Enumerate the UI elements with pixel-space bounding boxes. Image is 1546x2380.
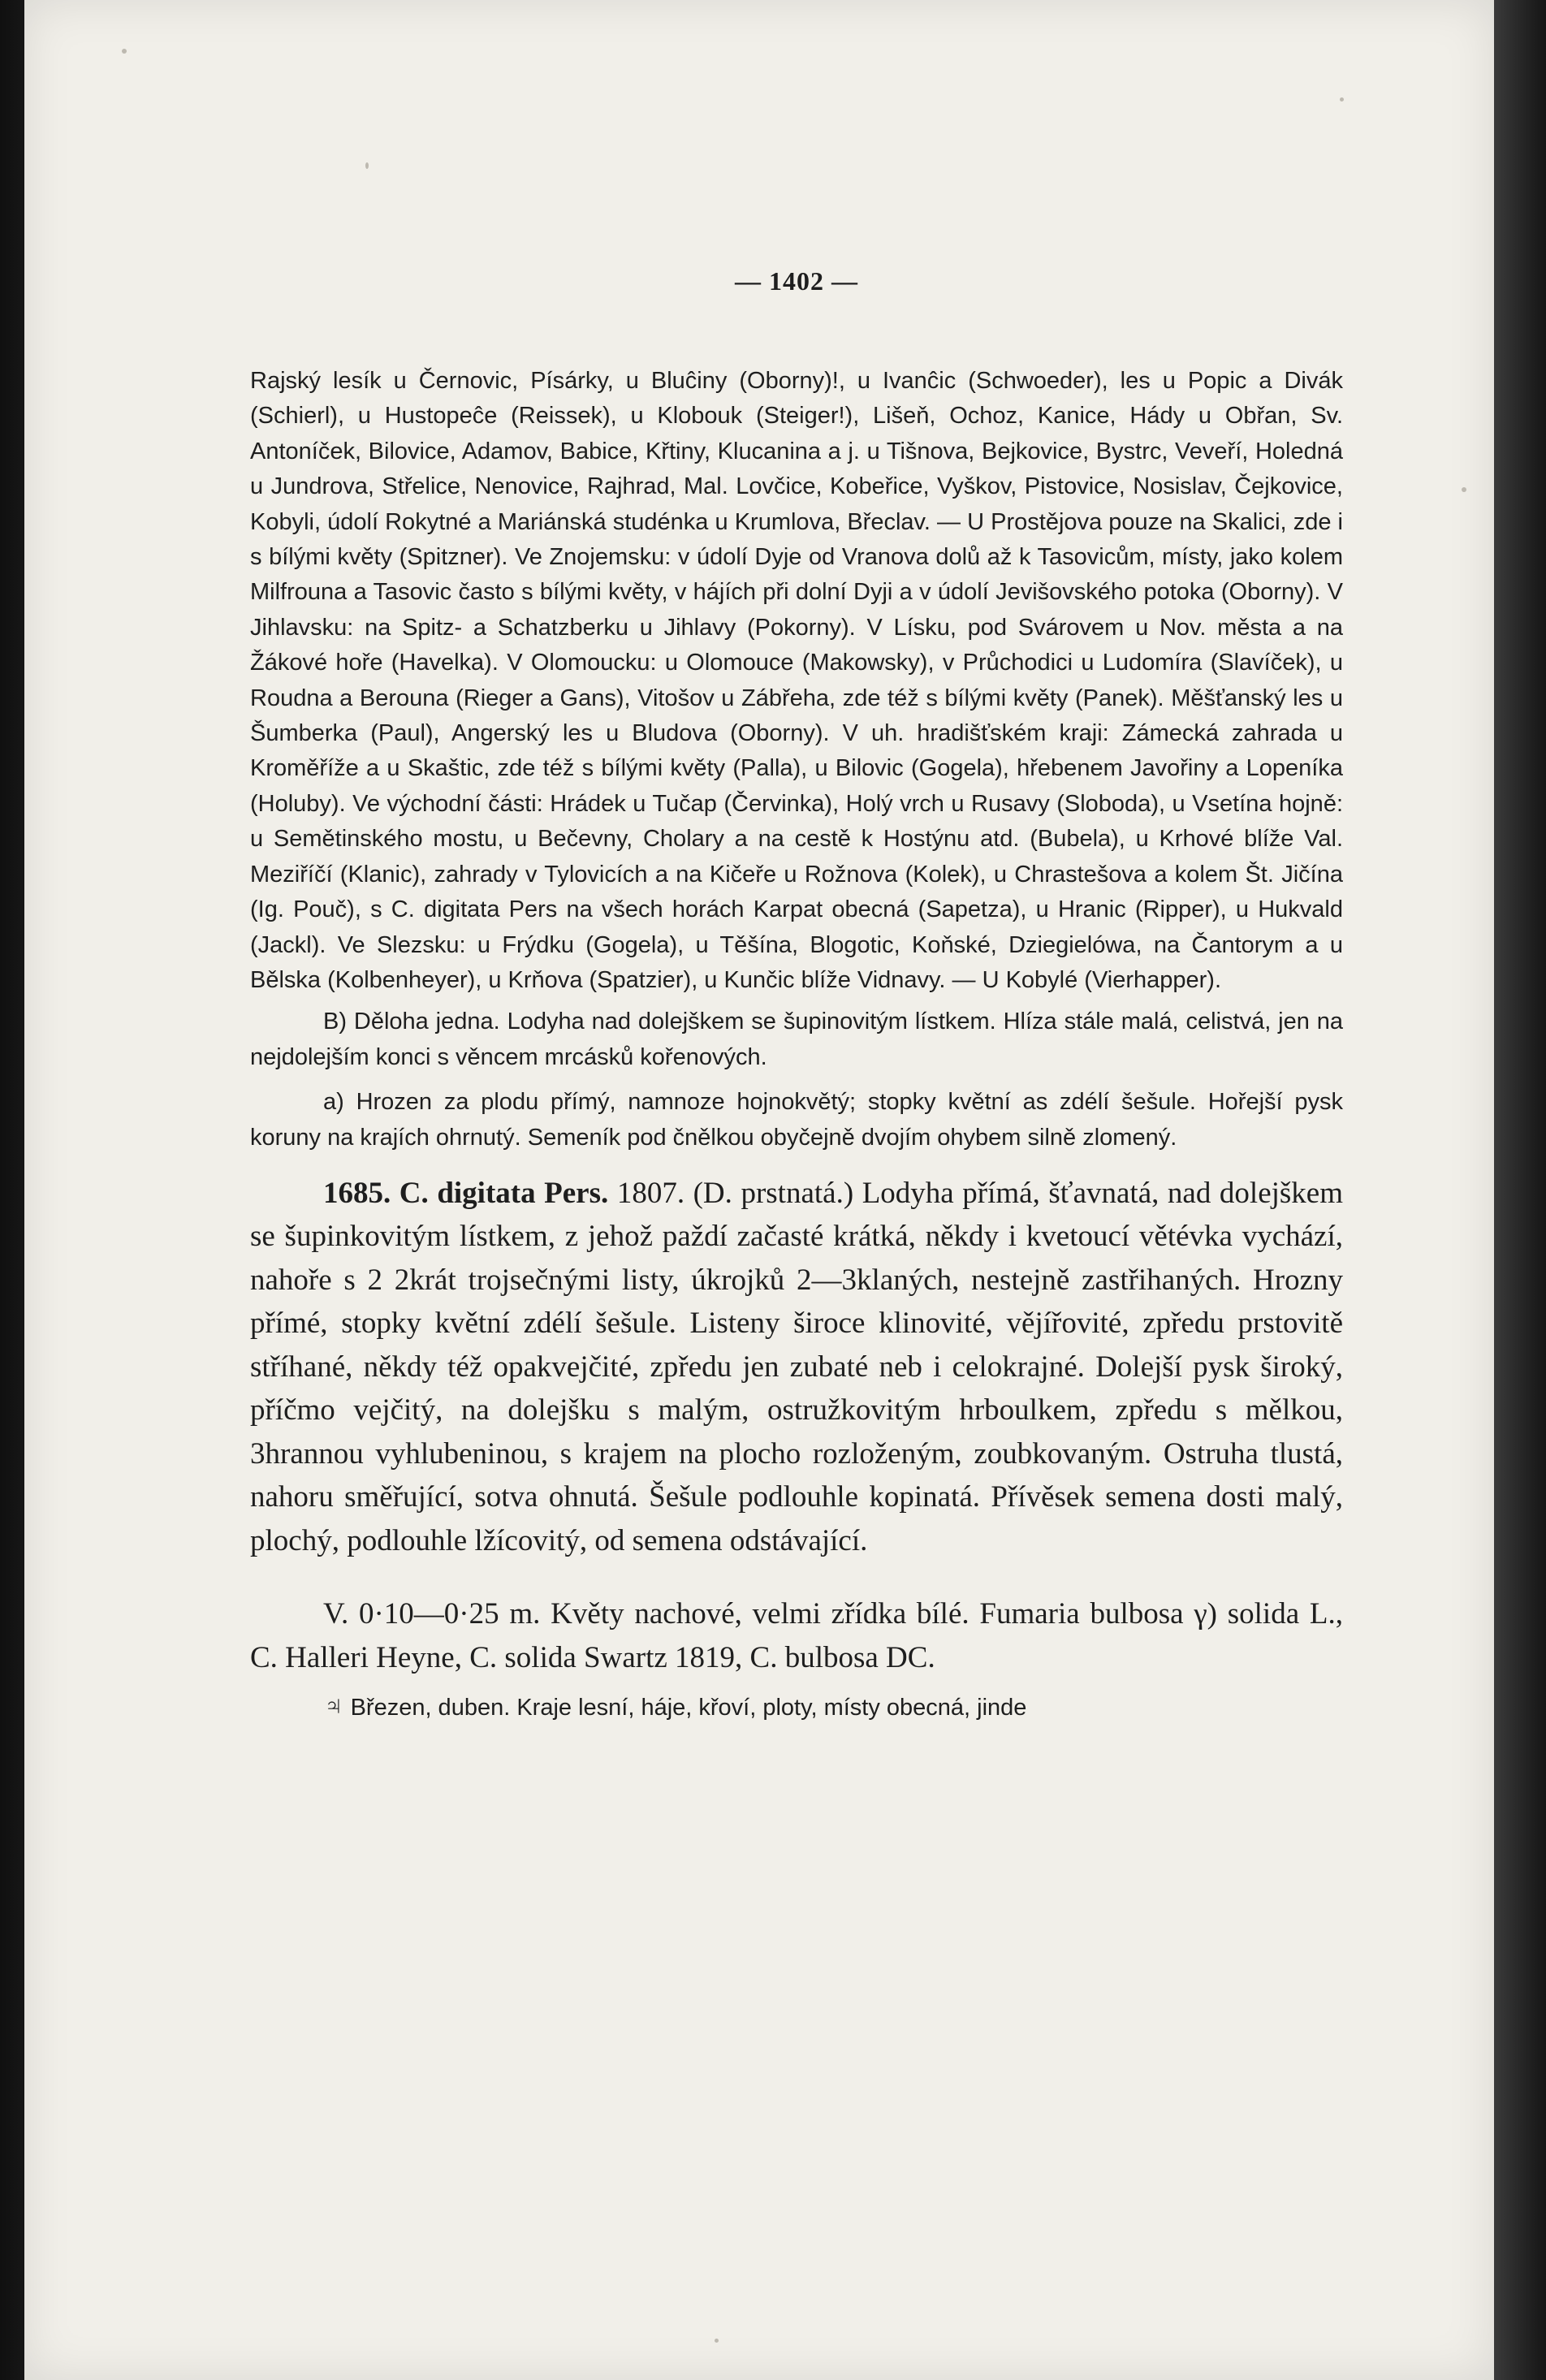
text-body	[250, 364, 1343, 1750]
locality-paragraph: Rajský lesík u Černovic, Písárky, u Bluĉiny (Oborny)!, u Ivanĉic (Schwoeder), les u Popic a Divák (Schierl), u Hustopeĉe (Reissek), u Klobouk (Steiger!), Lišeň, Ochoz, Kanice, Hády u Obřan, Sv. Antoníček, Bilovice, Adamov, Babice, Křtiny, Klucanina a j. u Tišnova, Bejkovice, Bystrc, Veveří, Holedná u Jundrova, Střelice, Nenovice, Rajhrad, Mal. Lovčice, Kobeřice, Vyškov, Pistovice, Nosislav, Čejkovice, Kobyli, údolí Rokytné a Mariánská studénka u Krumlova, Břeclav. — U Prostějova pouze na Skalici, zde i s bílými květy (Spitzner). Ve Znojemsku: v údolí Dyje od Vranova dolů až k Tasovicům, místy, jako kolem Milfrouna a Tasovic často s bílými květy, v hájích při dolní Dyji a v údolí Jevišovského potoka (Oborny). V Jihlavsku: na Spitz- a Schatzberku u Jihlavy (Pokorny). V Lísku, pod Svárovem u Nov. města a na Žákové hoře (Havelka). V Olomoucku: u Olomouce (Makowsky), v Průchodici u Ludomíra (Slavíček), u Roudna a Berouna (Rieger a Gans), Vitošov u Zábřeha, zde též s bílými květy (Panek). Měšťanský les u Šumberka (Paul), Angerský les u Bludova (Oborny). V uh. hradišťském kraji: Zámecká zahrada u Kroměříže a u Skaštic, zde též s bílými květy (Palla), u Bilovic (Gogela), hřebenem Javořiny a Lopeníka (Holuby). Ve východní části: Hrádek u Tučap (Červinka), Holý vrch u Rusavy (Sloboda), u Vsetína hojně: u Semětinského mostu, u Bečevny, Cholary a na cestě k Hostýnu atd. (Bubela), u Krhové blíže Val. Meziříčí (Klanic), zahrady v Tylovicích a na Kičeře u Rožnova (Kolek), u Chrastešova a kolem Št. Jičína (Ig. Pouč), s C. digitata Pers na všech horách Karpat obecná (Sapetza), u Hranic (Ripper), u Hukvald (Jackl). Ve Slezsku: u Frýdku (Gogela), u Těšína, Blogotic, Koňské, Dziegielówa, na Čantorym a u Bělska (Kolbenheyer), u Krňova (Spatzier), u Kunčic blíže Vidnavy. — U Kobylé (Vierhapper).	[250, 368, 1343, 993]
perennial-symbol-icon: ♃	[323, 1691, 344, 1722]
section-a-paragraph: a) Hrozen za plodu přímý, namnoze hojnokvětý; stopky květní as zdélí šešule. Hořejší pysk koruny na krajích ohrnutý. Semeník pod čnělkou obyčejně dvojím ohybem silně zlomený.	[250, 1089, 1343, 1151]
page-number: — 1402 —	[735, 266, 858, 296]
paper-speck	[1340, 97, 1344, 102]
paper-speck	[1462, 487, 1466, 492]
species-description-text: 1807. (D. prstnatá.) Lodyha přímá, šťavnatá, nad dolejškem se šupinkovitým lístkem, z jehož paždí začasté krátká, někdy i kvetoucí větévka vychází, nahoře s 2 2krát trojsečnými listy, úkrojků 2—3klaných, nestejně zastřihaných. Hrozny přímé, stopky květní zdélí šešule. Listeny široce klinovité, vějířovité, zpředu prstovitě stříhané, někdy též opakvejčité, zpředu jen zubaté neb i celokrajné. Dolejší pysk široký, příčmo vejčitý, na dolejšku s malým, ostružkovitým hrboulkem, zpředu s mělkou, 3hrannou vyhlubeninou, s krajem na plocho rozloženým, zoubkovaným. Ostruha tlustá, nahoru směřující, sotva ohnutá. Šešule podlouhle kopinatá. Přívěsek semena dosti malý, plochý, podlouhle lžícovitý, od semena odstávající.	[250, 1176, 1343, 1557]
scanner-edge	[1494, 0, 1546, 2380]
paper-speck	[365, 162, 369, 169]
species-size-synonyms: V. 0·10—0·25 m. Květy nachové, velmi zřídka bílé. Fumaria bulbosa γ) solida L., C. Halleri Heyne, C. solida Swartz 1819, C. bulbosa DC.	[250, 1597, 1343, 1674]
flowering-paragraph	[250, 1689, 1343, 1726]
book-page	[24, 0, 1494, 2380]
species-description	[250, 1172, 1343, 1563]
paper-speck	[715, 2339, 719, 2343]
section-b-paragraph: B) Děloha jedna. Lodyha nad dolejškem se šupinovitým lístkem. Hlíza stále malá, celistvá, jen na nejdolejším konci s věncem mrcásků kořenových.	[250, 1009, 1343, 1070]
species-heading: 1685. C. digitata Pers.	[323, 1176, 609, 1210]
paper-speck	[122, 49, 127, 54]
flowering-text: Březen, duben. Kraje lesní, háje, křoví, ploty, místy obecná, jinde	[350, 1695, 1027, 1721]
